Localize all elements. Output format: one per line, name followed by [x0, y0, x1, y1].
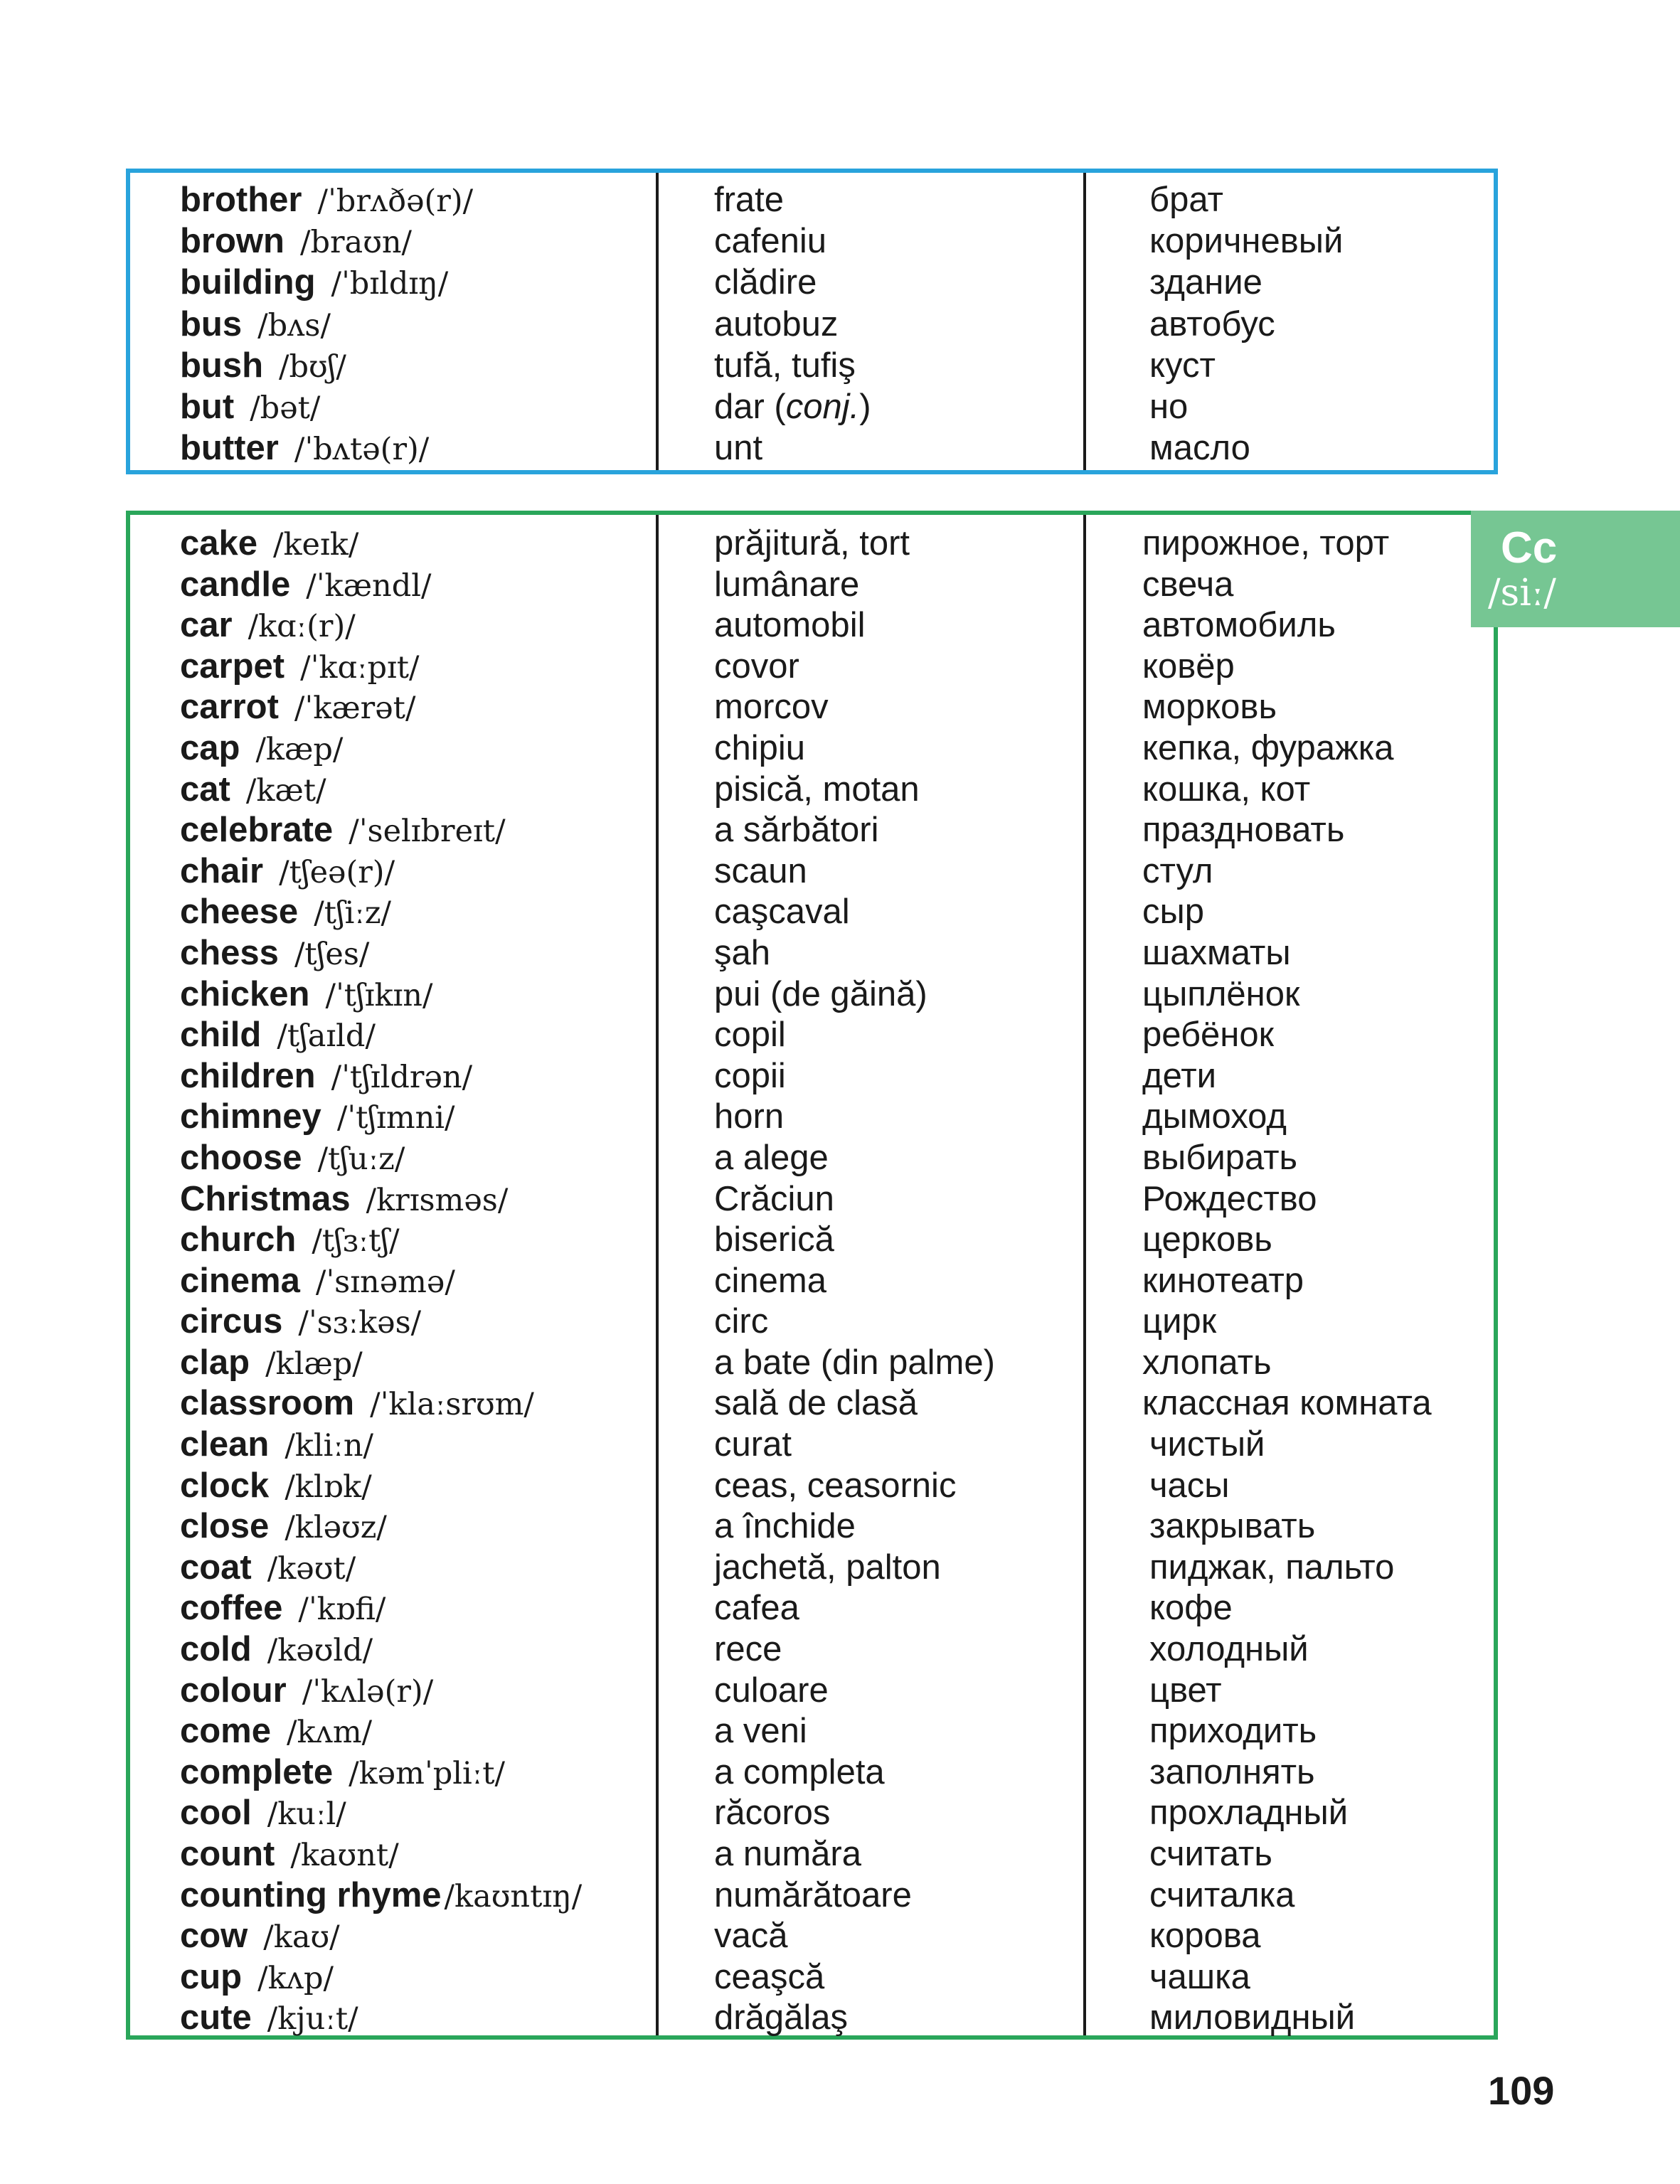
english-word: choose	[180, 1138, 302, 1177]
transcription: /kaʊnt/	[290, 1838, 399, 1873]
english-entry	[180, 1875, 582, 1917]
page-number: 109	[1488, 2068, 1555, 2113]
english-entry	[180, 1711, 372, 1753]
russian-translation: цирк	[1142, 1302, 1217, 1341]
vocab-row	[130, 1671, 1494, 1712]
vocab-row	[130, 892, 1494, 933]
english-entry	[180, 1671, 433, 1712]
transcription: /kʌm/	[287, 1715, 373, 1751]
romanian-translation: rece	[714, 1630, 782, 1669]
russian-translation: выбирать	[1142, 1138, 1298, 1177]
transcription: /ˈsɜːkəs/	[298, 1305, 422, 1341]
romanian-translation: cinema	[714, 1261, 826, 1300]
russian-translation: кинотеатр	[1142, 1261, 1304, 1300]
romanian-translation: copii	[714, 1056, 786, 1095]
vocab-table-b	[126, 169, 1498, 474]
transcription: /keɪk/	[273, 527, 359, 563]
russian-translation: но	[1149, 387, 1189, 426]
english-word: carpet	[180, 646, 285, 686]
vocab-row	[130, 810, 1494, 851]
romanian-translation: ceas, ceasornic	[714, 1466, 957, 1505]
english-word: coffee	[180, 1589, 283, 1628]
english-entry	[180, 1220, 400, 1262]
romanian-translation: horn	[714, 1097, 785, 1136]
english-entry	[180, 1506, 387, 1548]
english-entry	[180, 728, 343, 770]
transcription: /ˈtʃɪldrən/	[331, 1059, 473, 1095]
english-entry	[180, 1793, 346, 1835]
english-word: colour	[180, 1671, 287, 1710]
russian-translation: церковь	[1142, 1220, 1272, 1259]
english-entry	[180, 1261, 455, 1303]
section-tab-c	[1471, 511, 1680, 627]
english-entry	[180, 1916, 340, 1958]
romanian-translation: autobuz	[714, 304, 839, 343]
romanian-translation: frate	[714, 181, 785, 219]
vocab-row	[130, 974, 1494, 1016]
russian-translation: автомобиль	[1142, 606, 1336, 645]
english-word: count	[180, 1835, 275, 1873]
english-word: coat	[180, 1548, 252, 1587]
russian-translation: классная комната	[1142, 1384, 1432, 1423]
transcription: /ˈbrʌðə(r)/	[317, 183, 474, 219]
english-word: but	[180, 387, 235, 426]
russian-translation: считать	[1149, 1835, 1272, 1873]
russian-translation: кофе	[1149, 1589, 1233, 1628]
english-word: cinema	[180, 1261, 300, 1300]
romanian-translation: şah	[714, 933, 771, 972]
vocab-row	[130, 1138, 1494, 1179]
vocab-row	[130, 1383, 1494, 1424]
transcription: /bʌs/	[257, 307, 331, 343]
russian-translation: часы	[1149, 1466, 1230, 1505]
transcription: /ˈkɒfi/	[298, 1592, 386, 1628]
romanian-translation: a număra	[714, 1835, 862, 1873]
romanian-translation: a veni	[714, 1712, 807, 1751]
transcription: /ˈkærət/	[294, 691, 416, 727]
romanian-translation: a completa	[714, 1752, 885, 1791]
english-entry	[180, 387, 320, 429]
vocab-rows-c	[130, 523, 1494, 2039]
transcription: /kɑː(r)/	[248, 609, 356, 645]
vocab-row	[130, 304, 1494, 346]
russian-translation: коричневый	[1149, 222, 1344, 261]
english-word: bus	[180, 304, 243, 343]
part-of-speech-label: conj.	[785, 387, 860, 426]
romanian-translation: caşcaval	[714, 893, 850, 932]
romanian-translation: morcov	[714, 688, 829, 727]
english-word: complete	[180, 1752, 334, 1791]
english-word: cute	[180, 1998, 252, 2037]
english-word: cool	[180, 1794, 252, 1833]
transcription: /ˈsɪnəmə/	[315, 1264, 455, 1300]
vocab-row	[130, 221, 1494, 262]
transcription: /kæp/	[255, 731, 344, 767]
vocab-row	[130, 1301, 1494, 1343]
vocab-row	[130, 1752, 1494, 1794]
transcription: /kliːn/	[285, 1428, 374, 1464]
transcription: /kʌp/	[257, 1960, 334, 1996]
english-word: cup	[180, 1957, 243, 1996]
english-word: Christmas	[180, 1179, 351, 1218]
english-word: candle	[180, 565, 291, 604]
romanian-translation: cafeniu	[714, 222, 827, 261]
romanian-translation: numărătoare	[714, 1875, 912, 1914]
english-entry	[180, 1834, 399, 1876]
romanian-translation: drăgălaş	[714, 1998, 848, 2037]
english-word: child	[180, 1016, 262, 1055]
english-entry	[180, 1588, 386, 1630]
romanian-translation: prăjitură, tort	[714, 524, 910, 563]
vocab-row	[130, 1179, 1494, 1220]
english-entry	[180, 1097, 455, 1139]
english-word: butter	[180, 429, 279, 468]
section-pronunciation: /siː/	[1488, 572, 1556, 614]
english-entry	[180, 605, 356, 647]
english-entry	[180, 262, 448, 304]
english-word: cheese	[180, 893, 299, 932]
english-word: clock	[180, 1466, 270, 1505]
english-entry	[180, 1424, 373, 1466]
english-word: children	[180, 1056, 316, 1095]
russian-translation: шахматы	[1142, 933, 1291, 972]
transcription: /ˈbʌtə(r)/	[294, 432, 430, 468]
romanian-translation: a alege	[714, 1138, 829, 1177]
transcription: /kəʊld/	[267, 1633, 373, 1669]
english-entry	[180, 892, 391, 934]
english-word: classroom	[180, 1384, 355, 1423]
romanian-translation: circ	[714, 1302, 769, 1341]
english-entry	[180, 304, 331, 346]
vocab-row	[130, 1957, 1494, 1998]
russian-translation: закрывать	[1149, 1507, 1316, 1546]
russian-translation: морковь	[1142, 688, 1277, 727]
romanian-translation: Crăciun	[714, 1179, 834, 1218]
russian-translation: считалка	[1149, 1875, 1295, 1914]
vocab-row	[130, 346, 1494, 387]
russian-translation: чашка	[1149, 1957, 1250, 1996]
english-entry	[180, 1056, 472, 1098]
romanian-translation: covor	[714, 646, 799, 686]
transcription: /tʃiːz/	[314, 895, 392, 932]
romanian-translation: a bate (din palme)	[714, 1343, 995, 1382]
russian-translation: миловидный	[1149, 1998, 1356, 2037]
english-word: car	[180, 606, 233, 645]
vocab-row	[130, 605, 1494, 646]
transcription: /kæt/	[245, 772, 326, 809]
russian-translation: праздновать	[1142, 811, 1345, 850]
english-word: cow	[180, 1917, 248, 1956]
english-entry	[180, 687, 415, 729]
transcription: /tʃaɪld/	[277, 1018, 376, 1055]
vocab-row	[130, 1056, 1494, 1097]
vocab-row	[130, 180, 1494, 221]
section-letters: Cc	[1501, 523, 1558, 572]
vocab-row	[130, 851, 1494, 893]
english-word: cake	[180, 524, 258, 563]
romanian-translation: culoare	[714, 1671, 829, 1710]
romanian-translation: ceaşcă	[714, 1957, 825, 1996]
russian-translation: приходить	[1149, 1712, 1317, 1751]
russian-translation: брат	[1149, 181, 1223, 219]
english-entry	[180, 346, 346, 388]
english-entry	[180, 1015, 376, 1057]
english-entry	[180, 646, 420, 688]
romanian-translation: cafea	[714, 1589, 799, 1628]
transcription: /kləʊz/	[285, 1510, 387, 1546]
english-entry	[180, 1343, 363, 1385]
transcription: /ˈkʌlə(r)/	[302, 1673, 434, 1710]
transcription: /kjuːt/	[267, 2001, 358, 2037]
english-word: celebrate	[180, 811, 334, 850]
vocab-row	[130, 1466, 1494, 1507]
vocab-row	[130, 728, 1494, 769]
vocab-rows-b	[130, 180, 1494, 469]
english-word: close	[180, 1507, 270, 1546]
vocab-row	[130, 769, 1494, 811]
transcription: /ˈkɑːpɪt/	[300, 649, 420, 686]
russian-translation: чистый	[1149, 1425, 1265, 1464]
english-entry	[180, 1752, 505, 1794]
russian-translation: автобус	[1149, 304, 1275, 343]
vocab-row	[130, 933, 1494, 974]
russian-translation: хлопать	[1142, 1343, 1272, 1382]
romanian-translation: jachetă, palton	[714, 1548, 941, 1587]
english-entry	[180, 1957, 334, 1999]
russian-translation: пирожное, торт	[1142, 524, 1390, 563]
vocab-row	[130, 1834, 1494, 1875]
transcription: /krɪsməs/	[366, 1182, 509, 1218]
romanian-translation: a sărbători	[714, 811, 879, 850]
transcription: /klɒk/	[285, 1469, 372, 1505]
english-word: cold	[180, 1630, 252, 1669]
english-word: come	[180, 1712, 272, 1751]
transcription: /tʃes/	[294, 936, 370, 972]
russian-translation: холодный	[1149, 1630, 1309, 1669]
transcription: /ˈklaːsrʊm/	[370, 1387, 534, 1423]
vocab-row	[130, 1629, 1494, 1671]
vocab-row	[130, 1015, 1494, 1056]
english-entry	[180, 933, 369, 975]
transcription: /ˈtʃɪmni/	[336, 1100, 455, 1136]
transcription: /tʃeə(r)/	[279, 854, 395, 890]
english-entry	[180, 974, 433, 1016]
vocab-row	[130, 1998, 1494, 2039]
romanian-translation: tufă, tufiş	[714, 346, 856, 385]
english-word: counting rhyme	[180, 1875, 442, 1914]
english-word: brown	[180, 222, 285, 261]
vocab-row	[130, 1261, 1494, 1302]
russian-translation: цвет	[1149, 1671, 1222, 1710]
russian-translation: стул	[1142, 851, 1213, 890]
russian-translation: дымоход	[1142, 1097, 1287, 1136]
russian-translation: корова	[1149, 1917, 1261, 1956]
transcription: /ˈtʃɪkɪn/	[325, 977, 433, 1013]
english-entry	[180, 1629, 373, 1671]
vocab-row	[130, 1343, 1494, 1384]
russian-translation: кепка, фуражка	[1142, 728, 1394, 767]
transcription: /kaʊntɪŋ/	[444, 1878, 583, 1914]
romanian-translation: pui (de găină)	[714, 974, 927, 1013]
transcription: /kuːl/	[267, 1796, 346, 1833]
english-word: chess	[180, 933, 279, 972]
english-entry	[180, 565, 431, 607]
romanian-translation: pisică, motan	[714, 769, 920, 809]
transcription: /ˈbɪldɪŋ/	[331, 266, 449, 302]
english-entry	[180, 810, 506, 852]
russian-translation: заполнять	[1149, 1752, 1315, 1791]
vocab-row	[130, 1793, 1494, 1834]
transcription: /ˈkændl/	[306, 568, 432, 604]
english-entry	[180, 180, 473, 222]
romanian-translation: a închide	[714, 1507, 856, 1546]
english-entry	[180, 221, 412, 263]
transcription: /kəmˈpliːt/	[349, 1755, 505, 1791]
english-entry	[180, 851, 395, 893]
russian-translation: ковёр	[1142, 646, 1235, 686]
romanian-translation: scaun	[714, 851, 807, 890]
english-word: chimney	[180, 1097, 321, 1136]
vocab-row	[130, 1097, 1494, 1138]
english-entry	[180, 769, 326, 811]
russian-translation: свеча	[1142, 565, 1234, 604]
english-entry	[180, 1179, 508, 1221]
english-entry	[180, 1466, 372, 1508]
russian-translation: цыплёнок	[1142, 974, 1300, 1013]
vocab-row	[130, 565, 1494, 606]
romanian-translation: vacă	[714, 1917, 788, 1956]
russian-translation: кошка, кот	[1142, 769, 1311, 809]
vocab-row	[130, 523, 1494, 565]
russian-translation: Рождество	[1142, 1179, 1317, 1218]
romanian-translation: curat	[714, 1425, 792, 1464]
vocab-table-c	[126, 511, 1498, 2040]
transcription: /kəʊt/	[267, 1550, 356, 1587]
english-word: cap	[180, 728, 240, 767]
russian-translation: масло	[1149, 429, 1250, 468]
vocab-row	[130, 1588, 1494, 1629]
vocab-row	[130, 387, 1494, 428]
english-word: clap	[180, 1343, 250, 1382]
vocab-row	[130, 428, 1494, 469]
english-word: brother	[180, 181, 302, 219]
russian-translation: здание	[1149, 263, 1262, 302]
russian-translation: пиджак, пальто	[1149, 1548, 1395, 1587]
transcription: /kaʊ/	[263, 1919, 340, 1956]
vocab-row	[130, 646, 1494, 688]
romanian-translation: clădire	[714, 263, 817, 302]
english-word: bush	[180, 346, 264, 385]
romanian-translation: lumânare	[714, 565, 860, 604]
english-word: carrot	[180, 688, 279, 727]
vocab-row	[130, 1424, 1494, 1466]
vocab-row	[130, 1711, 1494, 1752]
russian-translation: ребёнок	[1142, 1016, 1275, 1055]
english-word: building	[180, 263, 316, 302]
romanian-translation: biserică	[714, 1220, 834, 1259]
vocab-row	[130, 1506, 1494, 1548]
vocab-row	[130, 1916, 1494, 1957]
vocab-row	[130, 1548, 1494, 1589]
romanian-translation: unt	[714, 429, 763, 468]
english-entry	[180, 1138, 405, 1180]
english-entry	[180, 1548, 356, 1589]
english-entry	[180, 428, 429, 470]
romanian-translation: chipiu	[714, 728, 806, 767]
transcription: /tʃɜːtʃ/	[312, 1223, 400, 1259]
english-word: church	[180, 1220, 297, 1259]
english-entry	[180, 523, 358, 565]
english-entry	[180, 1998, 358, 2040]
romanian-translation: copil	[714, 1016, 786, 1055]
english-word: chair	[180, 851, 264, 890]
english-word: chicken	[180, 974, 310, 1013]
vocab-row	[130, 1875, 1494, 1917]
transcription: /ˈselɪbreɪt/	[349, 814, 506, 850]
romanian-translation: dar (conj.)	[714, 387, 871, 426]
english-entry	[180, 1383, 534, 1425]
romanian-translation: sală de clasă	[714, 1384, 918, 1423]
russian-translation: прохладный	[1149, 1794, 1349, 1833]
english-word: clean	[180, 1425, 270, 1464]
transcription: /bʊʃ/	[279, 348, 346, 385]
transcription: /tʃuːz/	[317, 1141, 405, 1177]
romanian-translation: răcoros	[714, 1794, 831, 1833]
vocab-row	[130, 262, 1494, 304]
english-word: circus	[180, 1302, 283, 1341]
english-word: cat	[180, 769, 230, 809]
russian-translation: куст	[1149, 346, 1216, 385]
russian-translation: дети	[1142, 1056, 1217, 1095]
vocab-row	[130, 1220, 1494, 1261]
transcription: /bət/	[250, 390, 321, 426]
english-entry	[180, 1301, 421, 1343]
transcription: /braʊn/	[299, 225, 413, 261]
vocab-row	[130, 687, 1494, 728]
russian-translation: сыр	[1142, 893, 1204, 932]
transcription: /klæp/	[265, 1346, 363, 1382]
romanian-translation: automobil	[714, 606, 866, 645]
